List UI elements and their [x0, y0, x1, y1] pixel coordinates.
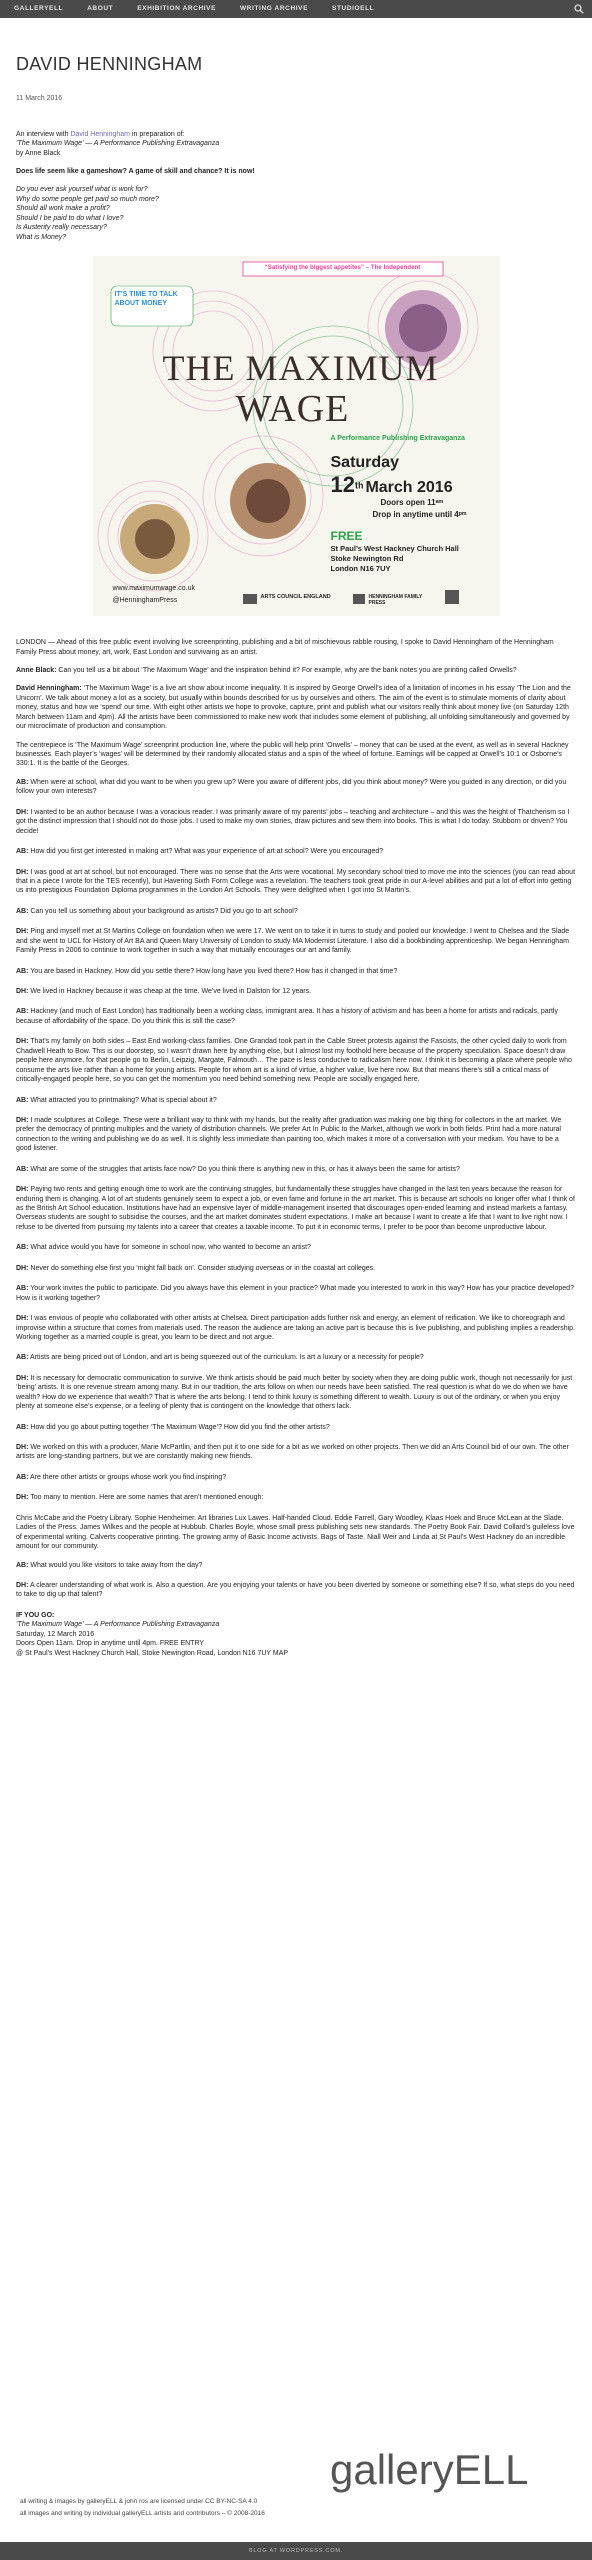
poster-drop: Drop in anytime until 4ᵖᵐ [372, 510, 467, 520]
license-line-1: all writing & images by galleryELL & john ros are licensed under CC BY-NC-SA 4.0 [20, 2498, 258, 2505]
poster-title-line1: THE MAXIMUM [162, 348, 439, 389]
post-content [16, 52, 576, 1658]
interview-question: AB: You are based in Hackney. How did you settle there? How long have you lived there? How has it changed in that time? [16, 967, 398, 975]
centrepiece-paragraph: The centrepiece is ‘The Maximum Wage’ screenprint production line, where the public will help print ‘Orwells’ – money that can be used at the event, as well as in several Hackney businesses. Each player’s ‘wages’ will be determined by their randomly allocated status and a spin of the wheel of fortune. Earnings will be capped at Orwell’s 10:1 or Osborne’s 330:1. It is the battle of the Georges. [16, 741, 569, 768]
interview-answer: DH: We lived in Hackney because it was cheap at the time. We’ve lived in Dalston for 12 years. [16, 988, 312, 996]
interview-question: AB: What are some of the struggles that artists face now? Do you think there is anything new in this, or has it always been the same for artists? [16, 1165, 460, 1173]
nav-exhibition-archive[interactable]: EXHIBITION ARCHIVE [137, 4, 217, 12]
poster-handle: @HenninghamPress [112, 597, 178, 605]
question-list [16, 185, 576, 242]
interview-answer: DH: I was good at art at school, but not encouraged. There was no sense that the Arts were vocational. My secondary school tried to move me into the sciences (you can read about that in a piece I wrote for the TES recently), but Havering Sixth Form College was a revelation. The teachers took great pride in our A-level abilities and put a lot of effort into getting us into prestigious Foundation Diploma programmes in the London Art Schools. They were delighted when I got into St Martin’s. [16, 868, 576, 895]
interview-question: AB: How did you go about putting together ‘The Maximum Wage’? How did you find the other artists? [16, 1423, 330, 1431]
names-paragraph: Chris McCabe and the Poetry Library. Sophie Herxheimer. Art libraries Lux Lawes. Half-handed Cloud. Eddie Farrell, Gary Woodley, Klaas Hoek and Bruce McLean at the Slade. Ladies of the Press. James Wilkes and the people at Hubbub. Charles Boyle, whose small press publishing sets new standards. The Poetry Book Fair. David Collard’s guileless love of experimental writing. Calverts cooperative printing. The growing army of Basic Income activists. Bags of Taste. Niall Weir and Linda at St Paul’s West Hackney do an incredible amount for our community. [16, 1514, 575, 1551]
interview-answer: DH: I wanted to be an author because I was a voracious reader. I was primarily aware of my parents’ jobs – teaching and architecture – and this was the height of Thatcherism so I got the distinct impression that I should not do those jobs. I used to make my own stories, draw pictures and sew them into books. This is what I do today. Stubborn or driven? You decide! [16, 808, 570, 835]
poster-url: www.maximumwage.co.uk [112, 585, 195, 593]
license-line-2: all images and writing by individual galleryELL artists and contributors – © 2008-2016 [20, 2509, 265, 2517]
event-poster [93, 256, 500, 616]
interview-question: AB: Your work invites the public to participate. Did you always have this element in your practice? What made you interested to work in this way? How has your practice developed? How is it working together? [16, 1285, 574, 1302]
interview-question: AB: Artists are being priced out of London, and art is being squeezed out of the curriculum. Is art a luxury or a necessity for people? [16, 1354, 424, 1362]
david-henningham-link[interactable]: David Henningham [70, 130, 131, 138]
poster-subtitle: A Performance Publishing Extravaganza [330, 435, 465, 443]
byline: by Anne Black [16, 149, 61, 157]
interview-question: AB: What would you like visitors to take away from the day? [16, 1561, 203, 1569]
final-qa-section [16, 1561, 576, 1600]
interview-answer: DH: Too many to mention. Here are some names that aren’t mentioned enough: [16, 1494, 264, 1502]
lead-question: Does life seem like a gameshow? A game of skill and chance? It is now! [16, 168, 255, 176]
interview-question: AB: Are there other artists or groups whose work you find inspiring? [16, 1473, 227, 1481]
top-navigation [0, 0, 592, 18]
nav-writing-archive[interactable]: WRITING ARCHIVE [240, 4, 309, 12]
poster-date: 12th March 2016 [330, 472, 453, 498]
question-item: Should I be paid to do what I love? [16, 214, 124, 222]
if-you-go-section [16, 1611, 576, 1658]
question-item: What is Money? [16, 233, 67, 241]
if-you-go-heading: IF YOU GO: [16, 1611, 55, 1619]
interview-answer: DH: It is necessary for democratic communication to survive. We think artists should be paid much better by society when they are doing public work, though not necessarily for just ‘being’ artists. It is one revenue stream among many. But in our tradition, the arts follow on when our needs have been satisfied. The real question is what do we do when we have wealth? How do we experience that wealth? That is where the arts belong. I tend to think luxury is something different to wealth. Luxury is out of the ordinary, or when you enjoy plenty at someone else’s expense, or a feeling of plenty that is contingent on the knowledge that others lack. [16, 1374, 573, 1411]
interview-answer: DH: Never do something else first you ‘might fall back on’. Consider studying overseas or in the coastal art colleges. [16, 1264, 376, 1272]
question-item: Do you ever ask yourself what is work for? [16, 186, 148, 194]
poster-funder: ARTS COUNCIL ENGLAND [260, 594, 331, 601]
poster-venue-2: Stoke Newington Rd [330, 554, 404, 564]
poster-venue-1: St Paul’s West Hackney Church Hall [330, 544, 459, 554]
post-intro: An interview with David Henningham in preparation of: ‘The Maximum Wage’ — A Performance Publishing Extravaganza by Anne Black [16, 130, 576, 158]
interview-answer: DH: I made sculptures at College. These were a brilliant way to think with my hands, but the reality after graduation was making one big thing for collectors in the art market. We prefer the democracy of printing multiples and the variety of distribution channels. We prefer Art In Public to the Market, although we work in both fields. Print had a more natural connection to the writing and publishing we do as well. It is slightly less immediate than painting too, which makes it more of a conversation with your medium. You have to be a good listener. [16, 1116, 562, 1153]
question-paragraph: Anne Black: Can you tell us a bit about ‘The Maximum Wage’ and the inspiration behind it? For example, why are the bank notes you are printing called Orwells? [16, 666, 517, 674]
interview-question: AB: How did you first get interested in making art? What was your experience of art at school? Were you encouraged? [16, 848, 384, 856]
poster-title-line2: WAGE [235, 388, 350, 431]
wordpress-link[interactable]: BLOG AT WORDPRESS.COM. [248, 2548, 344, 2554]
nav-galleryell[interactable]: GALLERYELL [14, 4, 64, 12]
nav-about[interactable]: ABOUT [87, 4, 114, 12]
poster-press: HENNINGHAM FAMILY PRESS [368, 594, 423, 607]
poster-banner: “Satisfying the biggest appetites” – The Independent [264, 264, 421, 272]
footer-logo[interactable]: galleryELL [330, 2446, 529, 2493]
if-you-go-title: ‘The Maximum Wage’ — A Performance Publishing Extravaganza [16, 1621, 220, 1629]
answer-paragraph: David Henningham: ‘The Maximum Wage’ is a live art show about income inequality. It is inspired by George Orwell’s idea of a limitation of incomes in his essay ‘The Lion and the Unicorn’. We talk about money a lot as a society, but usually within bounds described for us by ourselves and others. The aim of the event is to stimulate moments of clarity about money, status and how we ‘spend’ our time. With eight other artists we hope to provoke, capture, print and publish what our visitors really think about money live (on Saturday 12th March between 11am and 4pm). All the artists have been commissioned to make new work that includes some element of publishing, all unfolding simultaneously and governed by our microclimate of production and consumption. [16, 685, 571, 731]
poster-day: Saturday [330, 454, 399, 472]
if-you-go-date: Saturday, 12 March 2016 [16, 1630, 95, 1638]
post-date: 11 March 2016 [16, 95, 63, 103]
interview-answer: DH: I was envious of people who collaborated with other artists at Chelsea. Direct participation adds further risk and energy, an element of reification. We like to choreograph and improvise within a structure that comes from materials used. The reason the audience are taking an active part is because this is live publishing, and publishing implies a readership. Working together as a married couple is great, you learn to be direct and not argue. [16, 1315, 575, 1341]
interview-answer: DH: That’s my family on both sides – East End working-class families. One Grandad took part in the Cable Street protests against the Fascists, the other cycled daily to work from Chadwell Heath to Bow. This is our doorstep, so I wasn’t drawn here by anything else, but I almost lost my foothold here because of the property speculation. Space doesn’t draw people here anymore, for that people go to Berlin, Leipzig, Margate, Falmouth… The pace is less conducive to radicalism here now. I think it is becoming a place where people who consume the arts live rather than a home for young artists. People for whom art is a kind of virtue, a higher value, live here now. But that means there’s still a critical mass of critically-engaged people here, so you can get the momentum you need behind something new. People are socially engaged here. [16, 1038, 572, 1084]
interview-section [16, 778, 576, 1503]
question-item: Should all work make a profit? [16, 205, 110, 213]
interview-question: AB: When were at school, what did you want to be when you grew up? Were you aware of different jobs, did you think about money? Were you guided in any direction, or did you follow your own interests? [16, 778, 567, 796]
page-title: DAVID HENNINGHAM [16, 54, 203, 74]
intro-paragraph: LONDON — Ahead of this free public event involving live screenprinting, publishing and a bit of mischievous rabble rousing, I spoke to David Henningham of the Henningham Family Press about money, art, work, East London and survivaing as an artist. [16, 639, 554, 656]
interview-answer: DH: A clearer understanding of what work is. Also a question. Are you enjoying your talents or have you been diverted by someone or something else? If so, what steps do you need to take to dig up that talent? [16, 1581, 575, 1599]
bottom-bar [0, 2542, 592, 2560]
nav-studioell[interactable]: STUDIOELL [332, 4, 375, 12]
interview-question: AB: Can you tell us something about your background as artists? Did you go to art school? [16, 907, 298, 915]
interview-answer: DH: Paying two rents and getting enough time to work are the continuing struggles, but fundamentally these struggles have changed in the last ten years because the reason for enduring them is changing. A lot of art students genuinely seem to expect a job, or even fame and fortune in the art market. This is because art schools no longer offer what I think of as the British Art School education. Institutions have had an expensive layer of middle-management inserted that discourages open-ended learning and instead markets a fantasy. Overseas students are sought to subsidise the courses, and the art market dominates student expectations. I make art because I want to create a life that I want to live right now. I refuse to be diverted from pursuing my talents into a career that creates a taxable income. To put it in economic terms, I prefer to be poor than become unproductive labour. [16, 1186, 575, 1231]
question-item: Why do some people get paid so much more? [16, 195, 159, 203]
question-item: Is Austerity really necessary? [16, 224, 107, 232]
poster-time-to-talk: IT’S TIME TO TALK ABOUT MONEY [114, 291, 178, 308]
interview-question: AB: Hackney (and much of East London) has traditionally been a working class, immigrant area. It has a history of activism and has been a home for artists and radicals, partly because of affordability of the space. Do you think this is still the case? [16, 1008, 558, 1025]
license-text [20, 2498, 265, 2522]
interview-answer: DH: Ping and myself met at St Martins College on foundation when we were 17. We went on to take it in turns to study and pooled our knowledge. I went to Chelsea and the Slade and she went to UCL for History of Art BA and Queen Mary University of London to study MA Modernist Literature. I also did a bookbinding apprenticeship. We began Henningham Family Press in 2006 to continue to work together in such a way that mutually encourages our art and family. [16, 928, 570, 955]
poster-doors: Doors open 11ᵃᵐ [380, 498, 444, 508]
interview-answer: DH: We worked on this with a producer, Marie McPartlin, and then put it to one side for a bit as we worked on other projects. Then we did an Arts Council bid of our own. The other artists are long-standing partners, but we are constantly making new friends. [16, 1444, 569, 1461]
poster-free: FREE [330, 529, 363, 544]
if-you-go-venue: @ St Paul’s West Hackney Church Hall, Stoke Newington Road, London N16 7UY MAP [16, 1649, 289, 1657]
poster-venue-3: London N16 7UY [330, 564, 391, 574]
interview-question: AB: What advice would you have for someone in school now, who wanted to become an artist? [16, 1244, 311, 1252]
event-title: ‘The Maximum Wage’ — A Performance Publishing Extravaganza [16, 140, 220, 148]
search-icon[interactable] [574, 4, 584, 14]
interview-question: AB: What attracted you to printmaking? What is special about it? [16, 1096, 217, 1104]
if-you-go-doors: Doors Open 11am. Drop in anytime until 4pm. FREE ENTRY [16, 1640, 205, 1648]
